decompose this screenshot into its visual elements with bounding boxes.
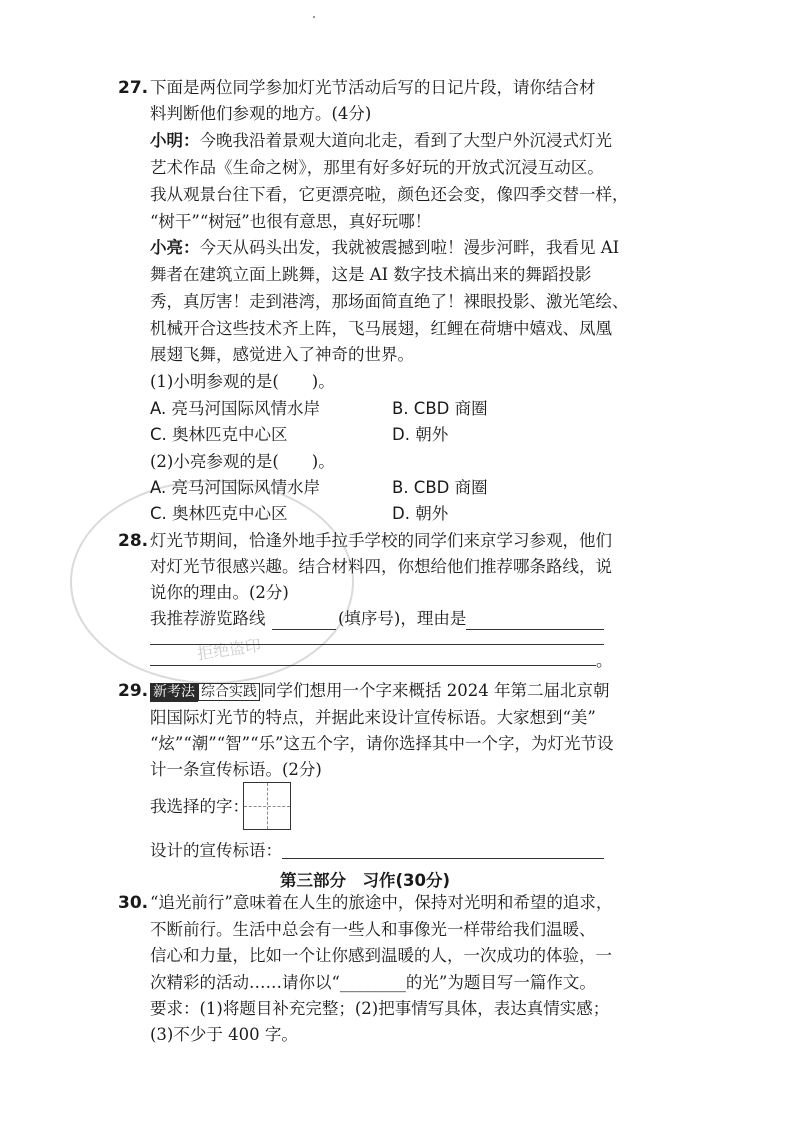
xiaoliang-line-4: 机械开合这些技术齐上阵，飞马展翅，红鲤在荷塘中嬉戏、凤凰 — [150, 319, 612, 338]
section-3-title: 第三部分 习作(30分) — [280, 871, 451, 890]
question-30-stem-line-4: 次精彩的活动……请你以“________的光”为题目写一篇作文。 — [150, 973, 596, 992]
xiaoming-label: 小明： — [150, 131, 200, 150]
question-28-stem-line-3: 说你的理由。(2分) — [150, 583, 289, 602]
sub2-option-b[interactable]: B. CBD 商圈 — [392, 478, 488, 497]
practice-badge: 综合实践 — [198, 683, 260, 701]
xiaoliang-line-3: 秀，真厉害！走到港湾，那场面简直绝了！裸眼投影、激光笔绘、 — [150, 292, 629, 311]
question-29-stem-line-1 — [150, 680, 609, 702]
character-grid-box[interactable] — [243, 782, 291, 830]
question-28-number: 28. — [118, 531, 149, 551]
sub2-option-d[interactable]: D. 朝外 — [392, 504, 449, 523]
route-number-blank[interactable] — [272, 629, 336, 630]
sub2-option-c[interactable]: C. 奥林匹克中心区 — [150, 504, 288, 523]
stamp-text: 拒绝盗印 — [196, 635, 263, 664]
reason-blank-1[interactable] — [466, 629, 604, 630]
sub1-option-c[interactable]: C. 奥林匹克中心区 — [150, 425, 288, 444]
question-30-stem-line-2: 不断前行。生活中总会有一些人和事像光一样带给我们温暖、 — [150, 920, 596, 939]
xiaoming-line-4: “树干”“树冠”也很有意思，真好玩哪！ — [150, 212, 432, 231]
question-28-stem-line-2: 对灯光节很感兴趣。结合材料四，你想给他们推荐哪条路线，说 — [150, 557, 612, 576]
question-30-stem-line-1: “追光前行”意味着在人生的旅途中，保持对光明和希望的追求， — [150, 893, 613, 912]
sub2-option-a[interactable]: A. 亮马河国际风情水岸 — [150, 478, 320, 497]
question-29-text-1: 同学们想用一个字来概括 2024 年第二届北京朝 — [260, 681, 610, 700]
xiaoliang-line-2: 舞者在建筑立面上跳舞，这是 AI 数字技术搞出来的舞蹈投影 — [150, 265, 592, 284]
grid-vertical-guide — [267, 783, 268, 829]
reason-blank-3[interactable] — [150, 665, 596, 666]
fill-hint-label: (填序号)，理由是 — [338, 609, 467, 628]
question-30-number: 30. — [118, 893, 149, 913]
xiaoming-line-2: 艺术作品《生命之树》，那里有好多好玩的开放式沉浸互动区。 — [150, 158, 604, 177]
sub1-option-a[interactable]: A. 亮马河国际风情水岸 — [150, 399, 320, 418]
question-29-stem-line-2: 阳国际灯光节的特点，并据此来设计宣传标语。大家想到“美” — [150, 708, 596, 727]
question-30-stem-line-3: 信心和力量，比如一个让你感到温暖的人，一次成功的体验，一 — [150, 946, 612, 965]
question-27-stem-line-2: 料判断他们参观的地方。(4分) — [150, 104, 372, 123]
end-period: 。 — [596, 651, 613, 670]
question-29-stem-line-4: 计一条宣传标语。(2分) — [150, 760, 322, 779]
xiaoming-line-3: 我从观景台往下看，它更漂亮啦，颜色还会变，像四季交替一样， — [150, 185, 629, 204]
scan-speck — [313, 16, 315, 18]
slogan-blank[interactable] — [282, 858, 604, 859]
xiaoliang-text-1: 今天从码头出发，我就被震撼到啦！漫步河畔，我看见 AI — [199, 238, 620, 257]
subquestion-2: (2)小亮参观的是( )。 — [150, 452, 335, 471]
slogan-label: 设计的宣传标语： — [150, 841, 282, 860]
xiaoliang-label: 小亮： — [150, 238, 200, 257]
choose-char-label: 我选择的字： — [150, 797, 249, 816]
question-28-stem-line-1: 灯光节期间，恰逢外地手拉手学校的同学们来京学习参观，他们 — [150, 531, 612, 550]
reason-blank-2[interactable] — [150, 644, 604, 645]
question-27-number: 27. — [118, 78, 149, 98]
xiaoming-line-1 — [150, 130, 612, 152]
recommend-label: 我推荐游览路线 — [150, 609, 266, 628]
sub1-option-b[interactable]: B. CBD 商圈 — [392, 399, 488, 418]
question-30-requirement-2: (3)不少于 400 字。 — [150, 1025, 298, 1044]
new-method-badge: 新考法 — [150, 683, 198, 702]
xiaoliang-line-5: 展翅飞舞，感觉进入了神奇的世界。 — [150, 345, 414, 364]
question-30-requirement-1: 要求：(1)将题目补充完整；(2)把事情写具体，表达真情实感； — [150, 999, 610, 1018]
xiaoming-text-1: 今晚我沿着景观大道向北走，看到了大型户外沉浸式灯光 — [199, 131, 612, 150]
question-27-stem-line-1: 下面是两位同学参加灯光节活动后写的日记片段，请你结合材 — [150, 78, 596, 97]
subquestion-1: (1)小明参观的是( )。 — [150, 372, 335, 391]
question-29-number: 29. — [118, 681, 149, 701]
xiaoliang-line-1 — [150, 237, 619, 259]
question-29-stem-line-3: “炫”“潮”“智”“乐”这五个字，请你选择其中一个字，为灯光节设 — [150, 734, 614, 753]
sub1-option-d[interactable]: D. 朝外 — [392, 425, 449, 444]
